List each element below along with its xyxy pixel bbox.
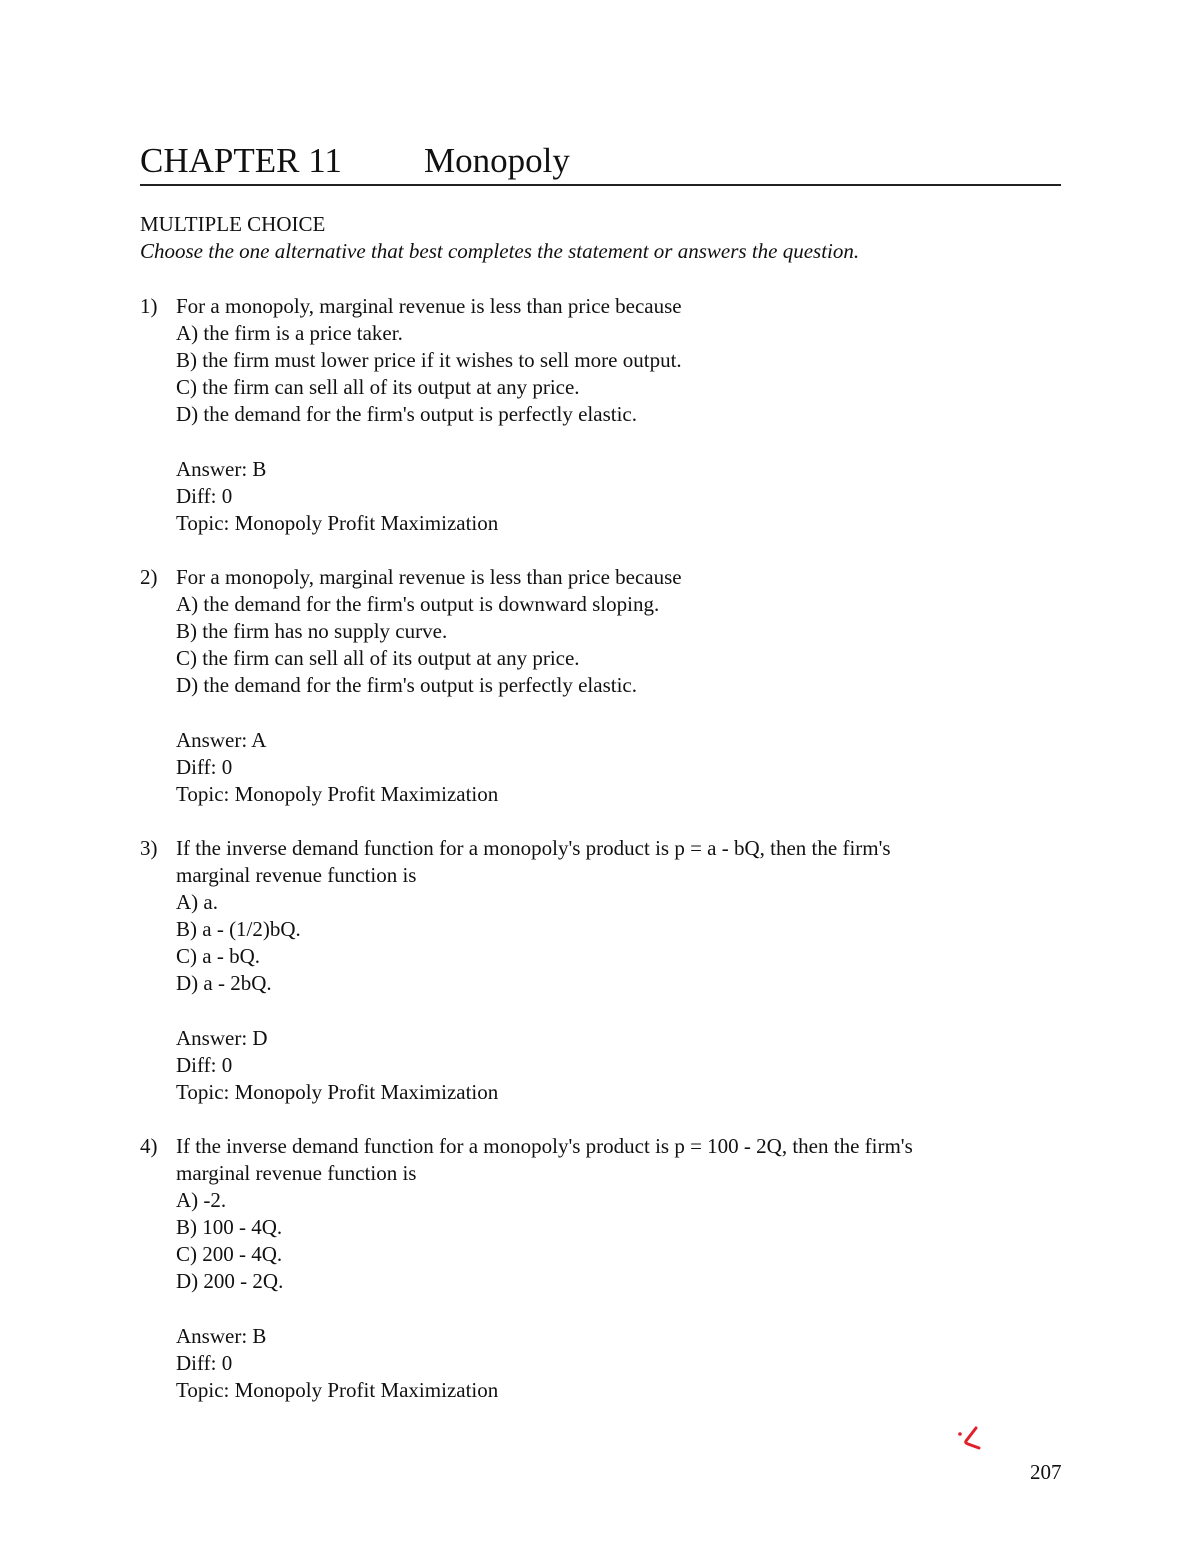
- question-4: [140, 1133, 1061, 1404]
- difficulty-line: Diff: 0: [176, 754, 233, 779]
- question-2: [140, 564, 1061, 808]
- option-d: D) the demand for the firm's output is perfectly elastic.: [176, 402, 637, 427]
- section-instructions: Choose the one alternative that best completes the statement or answers the question.: [140, 239, 860, 263]
- topic-line: Topic: Monopoly Profit Maximization: [176, 1079, 499, 1104]
- option-c: C) 200 - 4Q.: [176, 1242, 283, 1267]
- option-b: B) the firm has no supply curve.: [176, 619, 448, 644]
- option-a: A) the demand for the firm's output is downward sloping.: [176, 592, 660, 617]
- chapter-header: [140, 138, 1061, 186]
- question-stem-continued: marginal revenue function is: [176, 1161, 417, 1186]
- question-body: [176, 293, 1061, 537]
- answer-line: Answer: D: [176, 1025, 268, 1050]
- topic-line: Topic: Monopoly Profit Maximization: [176, 510, 499, 535]
- question-stem: If the inverse demand function for a monopoly's product is p = a - bQ, then the firm's: [176, 836, 891, 860]
- chapter-number: CHAPTER 11: [140, 141, 342, 180]
- question-stem: For a monopoly, marginal revenue is less than price because: [176, 565, 682, 589]
- spacer: [176, 699, 1061, 726]
- option-a: A) a.: [176, 890, 218, 915]
- red-handwritten-mark-icon: [954, 1424, 984, 1454]
- answer-line: Answer: B: [176, 1323, 267, 1348]
- question-body: [176, 564, 1061, 808]
- question-number: 1): [140, 294, 158, 318]
- option-d: D) 200 - 2Q.: [176, 1269, 284, 1294]
- question-3: [140, 835, 1061, 1106]
- spacer: [176, 1296, 1061, 1323]
- question-body: [176, 835, 1061, 1106]
- difficulty-line: Diff: 0: [176, 1350, 233, 1375]
- option-b: B) a - (1/2)bQ.: [176, 917, 301, 942]
- question-stem: If the inverse demand function for a monopoly's product is p = 100 - 2Q, then the firm's: [176, 1134, 913, 1158]
- answer-line: Answer: A: [176, 727, 267, 752]
- question-body: [176, 1133, 1061, 1404]
- section-label: MULTIPLE CHOICE: [140, 212, 326, 236]
- difficulty-line: Diff: 0: [176, 483, 233, 508]
- question-number: 3): [140, 836, 158, 860]
- question-number: 2): [140, 565, 158, 589]
- option-b: B) 100 - 4Q.: [176, 1215, 283, 1240]
- option-c: C) the firm can sell all of its output at any price.: [176, 375, 580, 400]
- option-d: D) a - 2bQ.: [176, 971, 272, 996]
- spacer: [176, 998, 1061, 1025]
- difficulty-line: Diff: 0: [176, 1052, 233, 1077]
- option-a: A) the firm is a price taker.: [176, 321, 403, 346]
- answer-line: Answer: B: [176, 456, 267, 481]
- topic-line: Topic: Monopoly Profit Maximization: [176, 1377, 499, 1402]
- spacer: [176, 428, 1061, 455]
- option-d: D) the demand for the firm's output is perfectly elastic.: [176, 673, 637, 698]
- question-number: 4): [140, 1134, 158, 1158]
- option-c: C) a - bQ.: [176, 944, 260, 969]
- question-stem: For a monopoly, marginal revenue is less than price because: [176, 294, 682, 318]
- chapter-title: Monopoly: [424, 141, 570, 180]
- option-c: C) the firm can sell all of its output at any price.: [176, 646, 580, 671]
- question-stem-continued: marginal revenue function is: [176, 863, 417, 888]
- option-b: B) the firm must lower price if it wishes to sell more output.: [176, 348, 682, 373]
- question-1: [140, 293, 1061, 537]
- page-number: 207: [1030, 1460, 1062, 1484]
- topic-line: Topic: Monopoly Profit Maximization: [176, 781, 499, 806]
- option-a: A) -2.: [176, 1188, 227, 1213]
